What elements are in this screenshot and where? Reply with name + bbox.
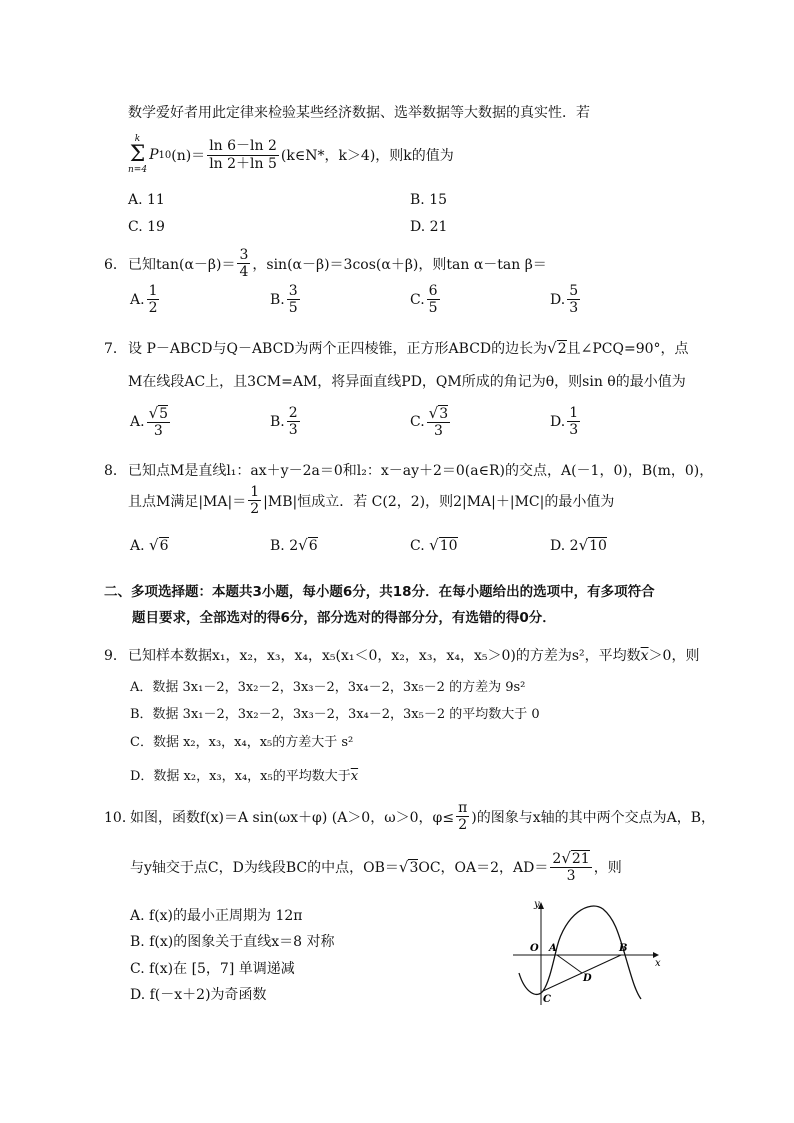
sum-term-sub: 10 [158, 149, 172, 161]
q7-line1a: 设 P－ABCD与Q－ABCD为两个正四棱锥，正方形ABCD的边长为 [128, 341, 548, 357]
sum-lower-limit: n=4 [128, 165, 148, 175]
segment-ad [557, 955, 582, 973]
phi-fraction: $\frac{\pi}{2}$ [458, 800, 468, 834]
q10-line1b: )的图象与x轴的其中两个交点为A，B， [471, 809, 716, 826]
point-a-label: A [549, 943, 557, 954]
q10-line1a: 如图，函数f(x)＝A sin(ωx＋φ) (A＞0，ω＞0，φ≤ [130, 809, 455, 826]
q10-line2b: OC，OA＝2，AD＝ [418, 860, 549, 877]
x-bar: $\overline{x}$ [640, 648, 649, 664]
q8-line-1 [104, 460, 713, 480]
q7-option-c [410, 405, 452, 439]
option-fraction: $\frac{√5}{3}$ [148, 404, 169, 440]
option-fraction: $\frac{6}{5}$ [428, 283, 438, 317]
q9-stem [104, 645, 699, 665]
sine-graph [505, 895, 665, 1010]
q5-option-c: C. 19 [128, 219, 165, 235]
q7-option-b [270, 405, 302, 438]
q10-option-d: D. f(－x＋2)为奇函数 [130, 987, 267, 1003]
y-label: y [534, 899, 540, 910]
point-d-label: D [583, 973, 592, 984]
q6-option-b [270, 283, 302, 316]
q6-option-d [550, 283, 582, 316]
q9-number: 9． [104, 648, 127, 664]
q7-option-a [130, 405, 172, 439]
x-label: x [655, 958, 661, 969]
q8-option-c: C. √10 [410, 536, 458, 554]
q9-option-d: D．数据 x₂，x₃，x₄，x₅的平均数大于$\overline{x}$ [130, 769, 359, 784]
q8-line2a: 且点M满足|MA|＝ [128, 493, 247, 510]
q10-option-c: C. f(x)在 [5，7] 单调递减 [130, 961, 295, 977]
q6-option-c [410, 283, 442, 316]
q5-sum-line [128, 135, 454, 175]
q10-sqrt: 3 [409, 859, 419, 876]
option-label: C. [410, 414, 425, 431]
q8-line2b: |MB|恒成立．若 C(2，2)，则2|MA|＋|MC|的最小值为 [263, 493, 615, 510]
q10-line2c: ，则 [593, 860, 622, 877]
q8-option-b: B. 2√6 [270, 536, 318, 554]
option-label: B. [270, 413, 285, 430]
q9-option-a: A．数据 3x₁－2，3x₂－2，3x₃－2，3x₄－2，3x₅－2 的方差为 9s² [130, 680, 526, 695]
q10-line-1 [104, 800, 715, 833]
option-label: D. [550, 413, 566, 430]
q9-stem-end: ＞0，则 [648, 648, 700, 664]
q10-option-a: A. f(x)的最小正周期为 12π [130, 908, 303, 924]
point-c-label: C [543, 994, 551, 1005]
q5-fraction: $\frac{\ln 6-\ln 2}{\ln 2+\ln 5}$ [209, 138, 277, 172]
q5-option-d: D. 21 [410, 219, 448, 235]
q9-option-c: C．数据 x₂，x₃，x₄，x₅的方差大于 s² [130, 735, 354, 750]
q7-line-1: 7．设 P－ABCD与Q－ABCD为两个正四棱锥，正方形ABCD的边长为√2且∠PCQ=90°，点 [104, 339, 689, 357]
q8-line-2 [128, 484, 614, 517]
option-fraction: $\frac{√3}{3}$ [428, 404, 449, 440]
option-fraction: $\frac{1}{3}$ [569, 405, 579, 439]
point-b-label: B [619, 943, 628, 954]
q5-intro: 数学爱好者用此定律来检验某些经济数据、选举数据等大数据的真实性．若 [128, 105, 590, 121]
q6-fraction: $\frac{3}{4}$ [239, 247, 249, 281]
q7-line-2: M在线段AC上，且3CM=AM，将异面直线PD，QM所成的角记为θ，则sin θ的最小值为 [128, 374, 686, 390]
q7-line1b: 且∠PCQ=90°，点 [566, 341, 689, 357]
q6-stem-b: ，sin(α－β)＝3cos(α＋β)，则tan α－tan β＝ [252, 256, 547, 273]
q7-sqrt: 2 [557, 341, 567, 357]
q10-line2a: 与y轴交于点C，D为线段BC的中点，OB＝ [130, 860, 399, 877]
ad-fraction: $\frac{2√21}{3}$ [552, 849, 590, 885]
q5-option-b: B. 15 [410, 192, 448, 208]
q6-stem [104, 247, 547, 280]
sum-term: P [149, 147, 159, 163]
q10-option-b: B. f(x)的图象关于直线x＝8 对称 [130, 934, 335, 950]
option-fraction: $\frac{2}{3}$ [288, 405, 298, 439]
q9-stem-text: 已知样本数据x₁，x₂，x₃，x₄，x₅(x₁＜0，x₂，x₃，x₄，x₅＞0)的方差为s²，平均数 [128, 648, 641, 664]
q8-option-d: D. 2√10 [550, 536, 607, 554]
section-2-heading-line-2: 题目要求，全部选对的得6分，部分选对的得部分分，有选错的得0分． [132, 610, 556, 626]
option-label: A. [130, 414, 145, 431]
q7-number: 7． [104, 341, 127, 357]
summation-symbol: k Σ n=4 [128, 134, 148, 175]
option-fraction: $\frac{3}{5}$ [288, 283, 298, 317]
option-label: C. [410, 291, 425, 308]
q8-line1: 已知点M是直线l₁：ax＋y－2a＝0和l₂：x－ay＋2＝0(a∈R)的交点，A(－1，0)，B(m，0)， [128, 463, 714, 479]
q6-number: 6． [104, 256, 127, 273]
option-fraction: $\frac{5}{3}$ [569, 283, 579, 317]
q8-option-a: A. √6 [130, 536, 169, 554]
q10-line-2: 与y轴交于点C，D为线段BC的中点，OB＝ √ 3 OC，OA＝2，AD＝ $\frac{2√21}{3}$ ，则 [130, 849, 622, 885]
sum-arg: (n)＝ [171, 148, 206, 164]
x-bar: $\overline{x}$ [350, 769, 359, 784]
option-label: D. [550, 291, 566, 308]
q6-option-a [130, 283, 161, 316]
option-fraction: $\frac{1}{2}$ [148, 283, 158, 317]
q5-option-a: A. 11 [128, 192, 165, 208]
option-label: B. [270, 291, 285, 308]
q10-number: 10． [104, 809, 136, 826]
q8-fraction: $\frac{1}{2}$ [250, 484, 260, 518]
q6-stem-a: 已知tan(α－β)＝ [128, 256, 236, 273]
q8-number: 8． [104, 463, 127, 479]
q9-option-b: B．数据 3x₁－2，3x₂－2，3x₃－2，3x₄－2，3x₅－2 的平均数大于 0 [130, 707, 540, 722]
sum-upper-limit: k [134, 134, 141, 144]
point-o-label: O [530, 943, 539, 954]
option-label: A. [130, 291, 145, 308]
section-2-heading-line-1: 二、多项选择题：本题共3小题，每小题6分，共18分．在每小题给出的选项中，有多项符合 [104, 584, 655, 600]
q5-condition: (k∈N*，k＞4)，则k的值为 [280, 148, 454, 164]
q7-option-d [550, 405, 582, 438]
